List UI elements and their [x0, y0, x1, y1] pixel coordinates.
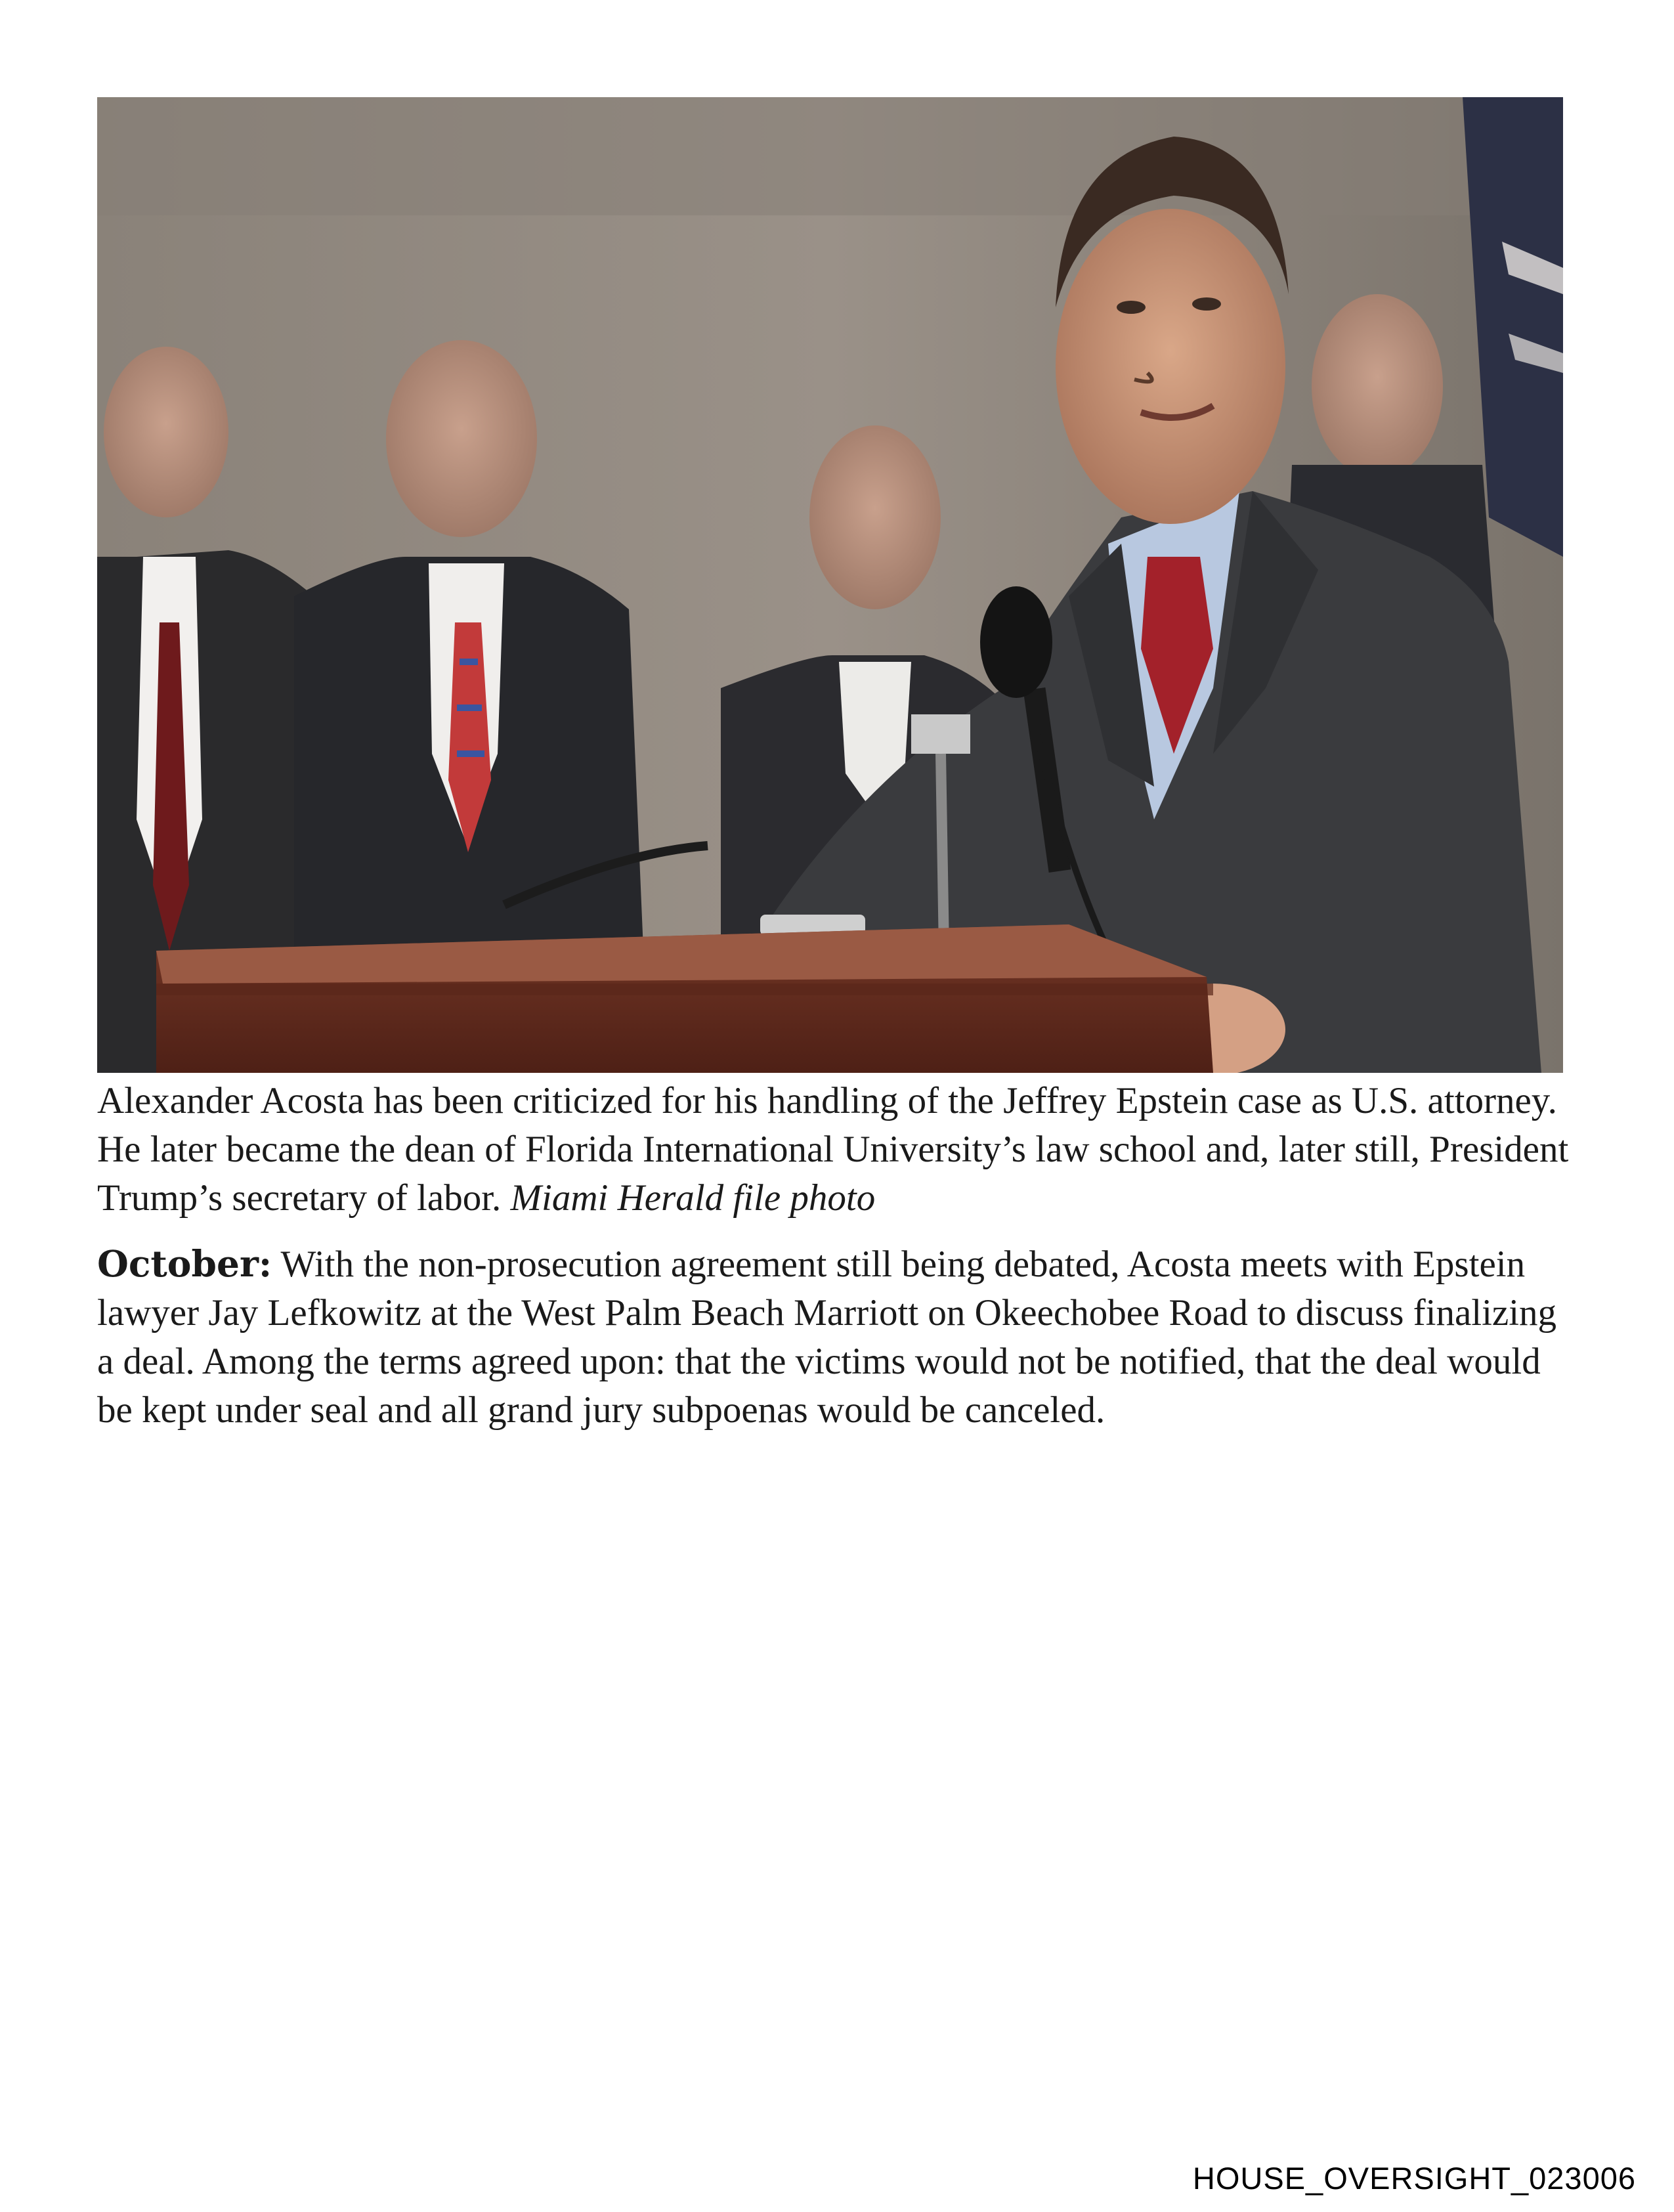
entry-date-label: October: — [97, 1242, 272, 1285]
press-conference-photo — [97, 97, 1563, 1073]
photo-caption — [97, 1077, 1581, 1223]
entry-text: With the non-prosecution agreement still being debated, Acosta meets with Epstein lawyer Jay Lefkowitz at the West Palm Beach Marriott on Okeechobee Road to discuss finalizing a deal. Among the terms agreed upon: that the victims would not be notified, that the deal would be kept under seal and all grand jury subpoenas would be canceled. — [97, 1244, 1557, 1431]
caption-text: Alexander Acosta has been criticized for his handling of the Jeffrey Epstein case as U.S. attorney. He later became the dean of Florida International University’s law school and, later still, President Trump’s secretary of labor. — [97, 1080, 1569, 1219]
timeline-entry — [97, 1240, 1561, 1435]
photo-credit: Miami Herald file photo — [510, 1177, 876, 1219]
bates-number: HOUSE_OVERSIGHT_023006 — [1192, 2161, 1636, 2196]
photo-illustration — [97, 97, 1563, 1073]
